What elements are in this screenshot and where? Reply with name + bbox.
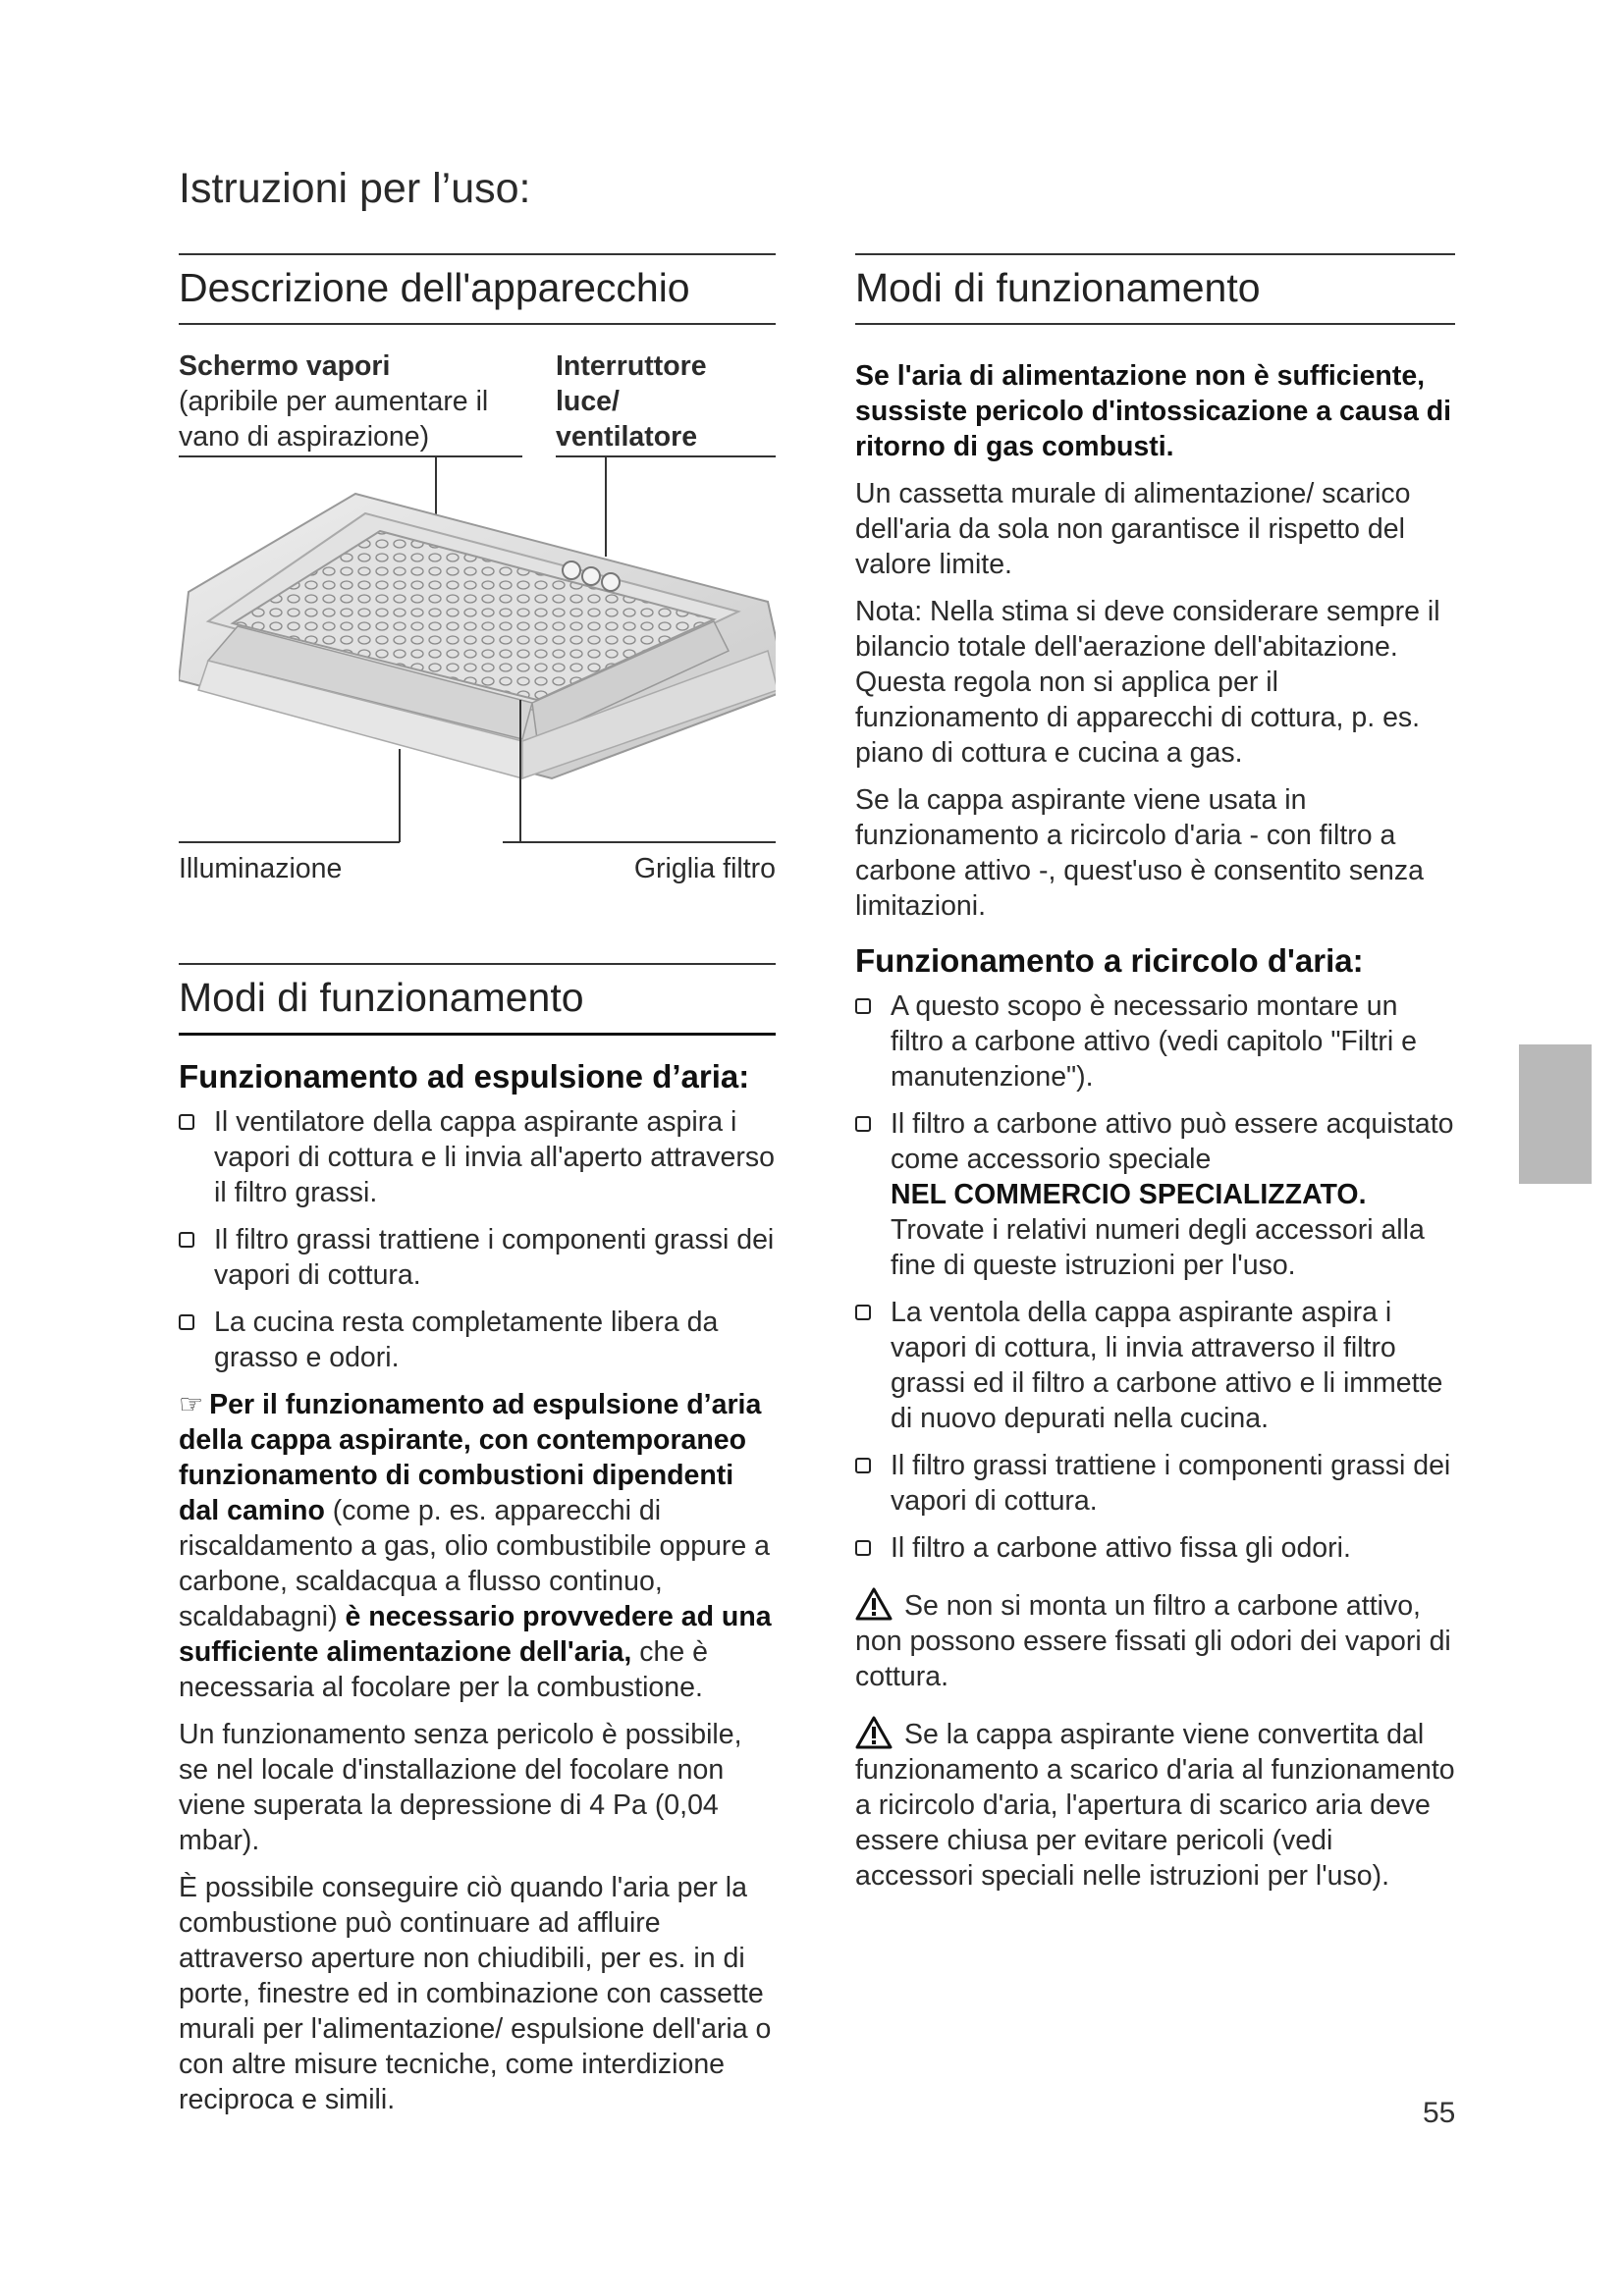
checkbox-bullet-icon bbox=[179, 1114, 194, 1130]
checkbox-bullet-icon bbox=[855, 1458, 871, 1473]
checkbox-bullet-icon bbox=[855, 1305, 871, 1320]
label-screen-title: Schermo vapori bbox=[179, 350, 391, 382]
paragraph-recirculation: Se la cappa aspirante viene usata in funzionamento a ricircolo d'aria - con filtro a carbone attivo -, quest'uso è consentito senza limitazioni. bbox=[855, 784, 1424, 922]
hood-diagram bbox=[179, 348, 776, 928]
pointing-hand-icon: ☞ bbox=[179, 1389, 204, 1419]
page-number: 55 bbox=[1423, 2097, 1456, 2129]
list-item: A questo scopo è necessario montare un filtro a carbone attivo (vedi capitolo "Filtri e manutenzione"). bbox=[855, 988, 1455, 1095]
warning-triangle-icon bbox=[855, 1587, 893, 1621]
paragraph-wall-box: Un cassetta murale di alimentazione/ scarico dell'aria da sola non garantisce il rispetto del valore limite. bbox=[855, 478, 1411, 580]
list-item: Il filtro grassi trattiene i componenti grassi dei vapori di cottura. bbox=[179, 1222, 776, 1293]
section-tab-marker bbox=[1519, 1044, 1592, 1184]
warning-triangle-icon bbox=[855, 1716, 893, 1749]
right-column bbox=[855, 253, 1455, 1905]
intoxication-warning: Se l'aria di alimentazione non è sufficiente, sussiste pericolo d'intossicazione a causa di ritorno di gas combusti. bbox=[855, 360, 1452, 462]
list-item: La cucina resta completamente libera da grasso e odori. bbox=[179, 1305, 776, 1375]
checkbox-bullet-icon bbox=[855, 1116, 871, 1132]
label-lighting: Illuminazione bbox=[179, 853, 343, 884]
label-screen-desc: (apribile per aumentare il vano di aspirazione) bbox=[179, 386, 489, 453]
section-title-description: Descrizione dell'apparecchio bbox=[179, 253, 776, 325]
checkbox-bullet-icon bbox=[179, 1232, 194, 1248]
checkbox-bullet-icon bbox=[855, 998, 871, 1014]
checkbox-bullet-icon bbox=[179, 1314, 194, 1330]
list-item: Il filtro grassi trattiene i componenti grassi dei vapori di cottura. bbox=[855, 1448, 1455, 1519]
caution-no-carbon-filter: Se non si monta un filtro a carbone attivo, non possono essere fissati gli odori dei vapori di cottura. bbox=[855, 1587, 1455, 1694]
list-item: Il ventilatore della cappa aspirante aspira i vapori di cottura e li invia all'aperto attraverso il filtro grassi. bbox=[179, 1104, 776, 1210]
exhaust-note: ☞ Per il funzionamento ad espulsione d’aria della cappa aspirante, con contemporaneo funzionamento di combustioni dipendenti dal camino (come p. es. apparecchi di riscaldamento a gas, olio combustibile oppure a carbone, scaldacqua a flusso continuo, scaldabagni) è necessario provvedere ad una sufficiente alimentazione dell'aria, che è necessaria al focolare per la combustione. bbox=[179, 1389, 772, 1703]
paragraph-openings: È possibile conseguire ciò quando l'aria per la combustione può continuare ad affluire attraverso aperture non chiudibili, per es. in di porte, finestre ed in combinazione con cassette murali per l'alimentazione/ espulsione dell'aria o con altre misure tecniche, come interdizione reciproca e simili. bbox=[179, 1872, 772, 2115]
left-column bbox=[179, 253, 776, 2129]
recirculation-heading: Funzionamento a ricircolo d'aria: bbox=[855, 942, 1364, 979]
section-title-modes-left: Modi di funzionamento bbox=[179, 963, 776, 1036]
paragraph-note: Nota: Nella stima si deve considerare sempre il bilancio totale dell'aerazione dell'abitazione. Questa regola non si applica per il funzionamento di apparecchi di cottura, p. es. piano di cottura e cucina a gas. bbox=[855, 596, 1440, 769]
paragraph-depression: Un funzionamento senza pericolo è possibile, se nel locale d'installazione del focolare non viene superata la depressione di 4 Pa (0,04 mbar). bbox=[179, 1719, 742, 1856]
list-item: La ventola della cappa aspirante aspira i vapori di cottura, li invia attraverso il filtro grassi ed il filtro a carbone attivo e li immette di nuovo depurati nella cucina. bbox=[855, 1295, 1455, 1436]
page-title: Istruzioni per l’uso: bbox=[179, 165, 531, 212]
label-filter-grid: Griglia filtro bbox=[633, 853, 776, 884]
section-title-modes-right: Modi di funzionamento bbox=[855, 253, 1455, 325]
list-item: Il filtro a carbone attivo può essere acquistato come accessorio speciale NEL COMMERCIO SPECIALIZZATO. Trovate i relativi numeri degli accessori alla fine di queste istruzioni per l'uso. bbox=[855, 1106, 1455, 1283]
label-switch: Interruttore luce/ ventilatore bbox=[556, 350, 707, 453]
exhaust-heading: Funzionamento ad espulsione d’aria: bbox=[179, 1058, 750, 1095]
caution-conversion: Se la cappa aspirante viene convertita dal funzionamento a scarico d'aria al funzionamento a ricircolo d'aria, l'apertura di scarico aria deve essere chiusa per evitare pericoli (vedi accessori speciali nelle istruzioni per l'uso). bbox=[855, 1716, 1455, 1894]
checkbox-bullet-icon bbox=[855, 1540, 871, 1556]
list-item: Il filtro a carbone attivo fissa gli odori. bbox=[855, 1530, 1455, 1566]
